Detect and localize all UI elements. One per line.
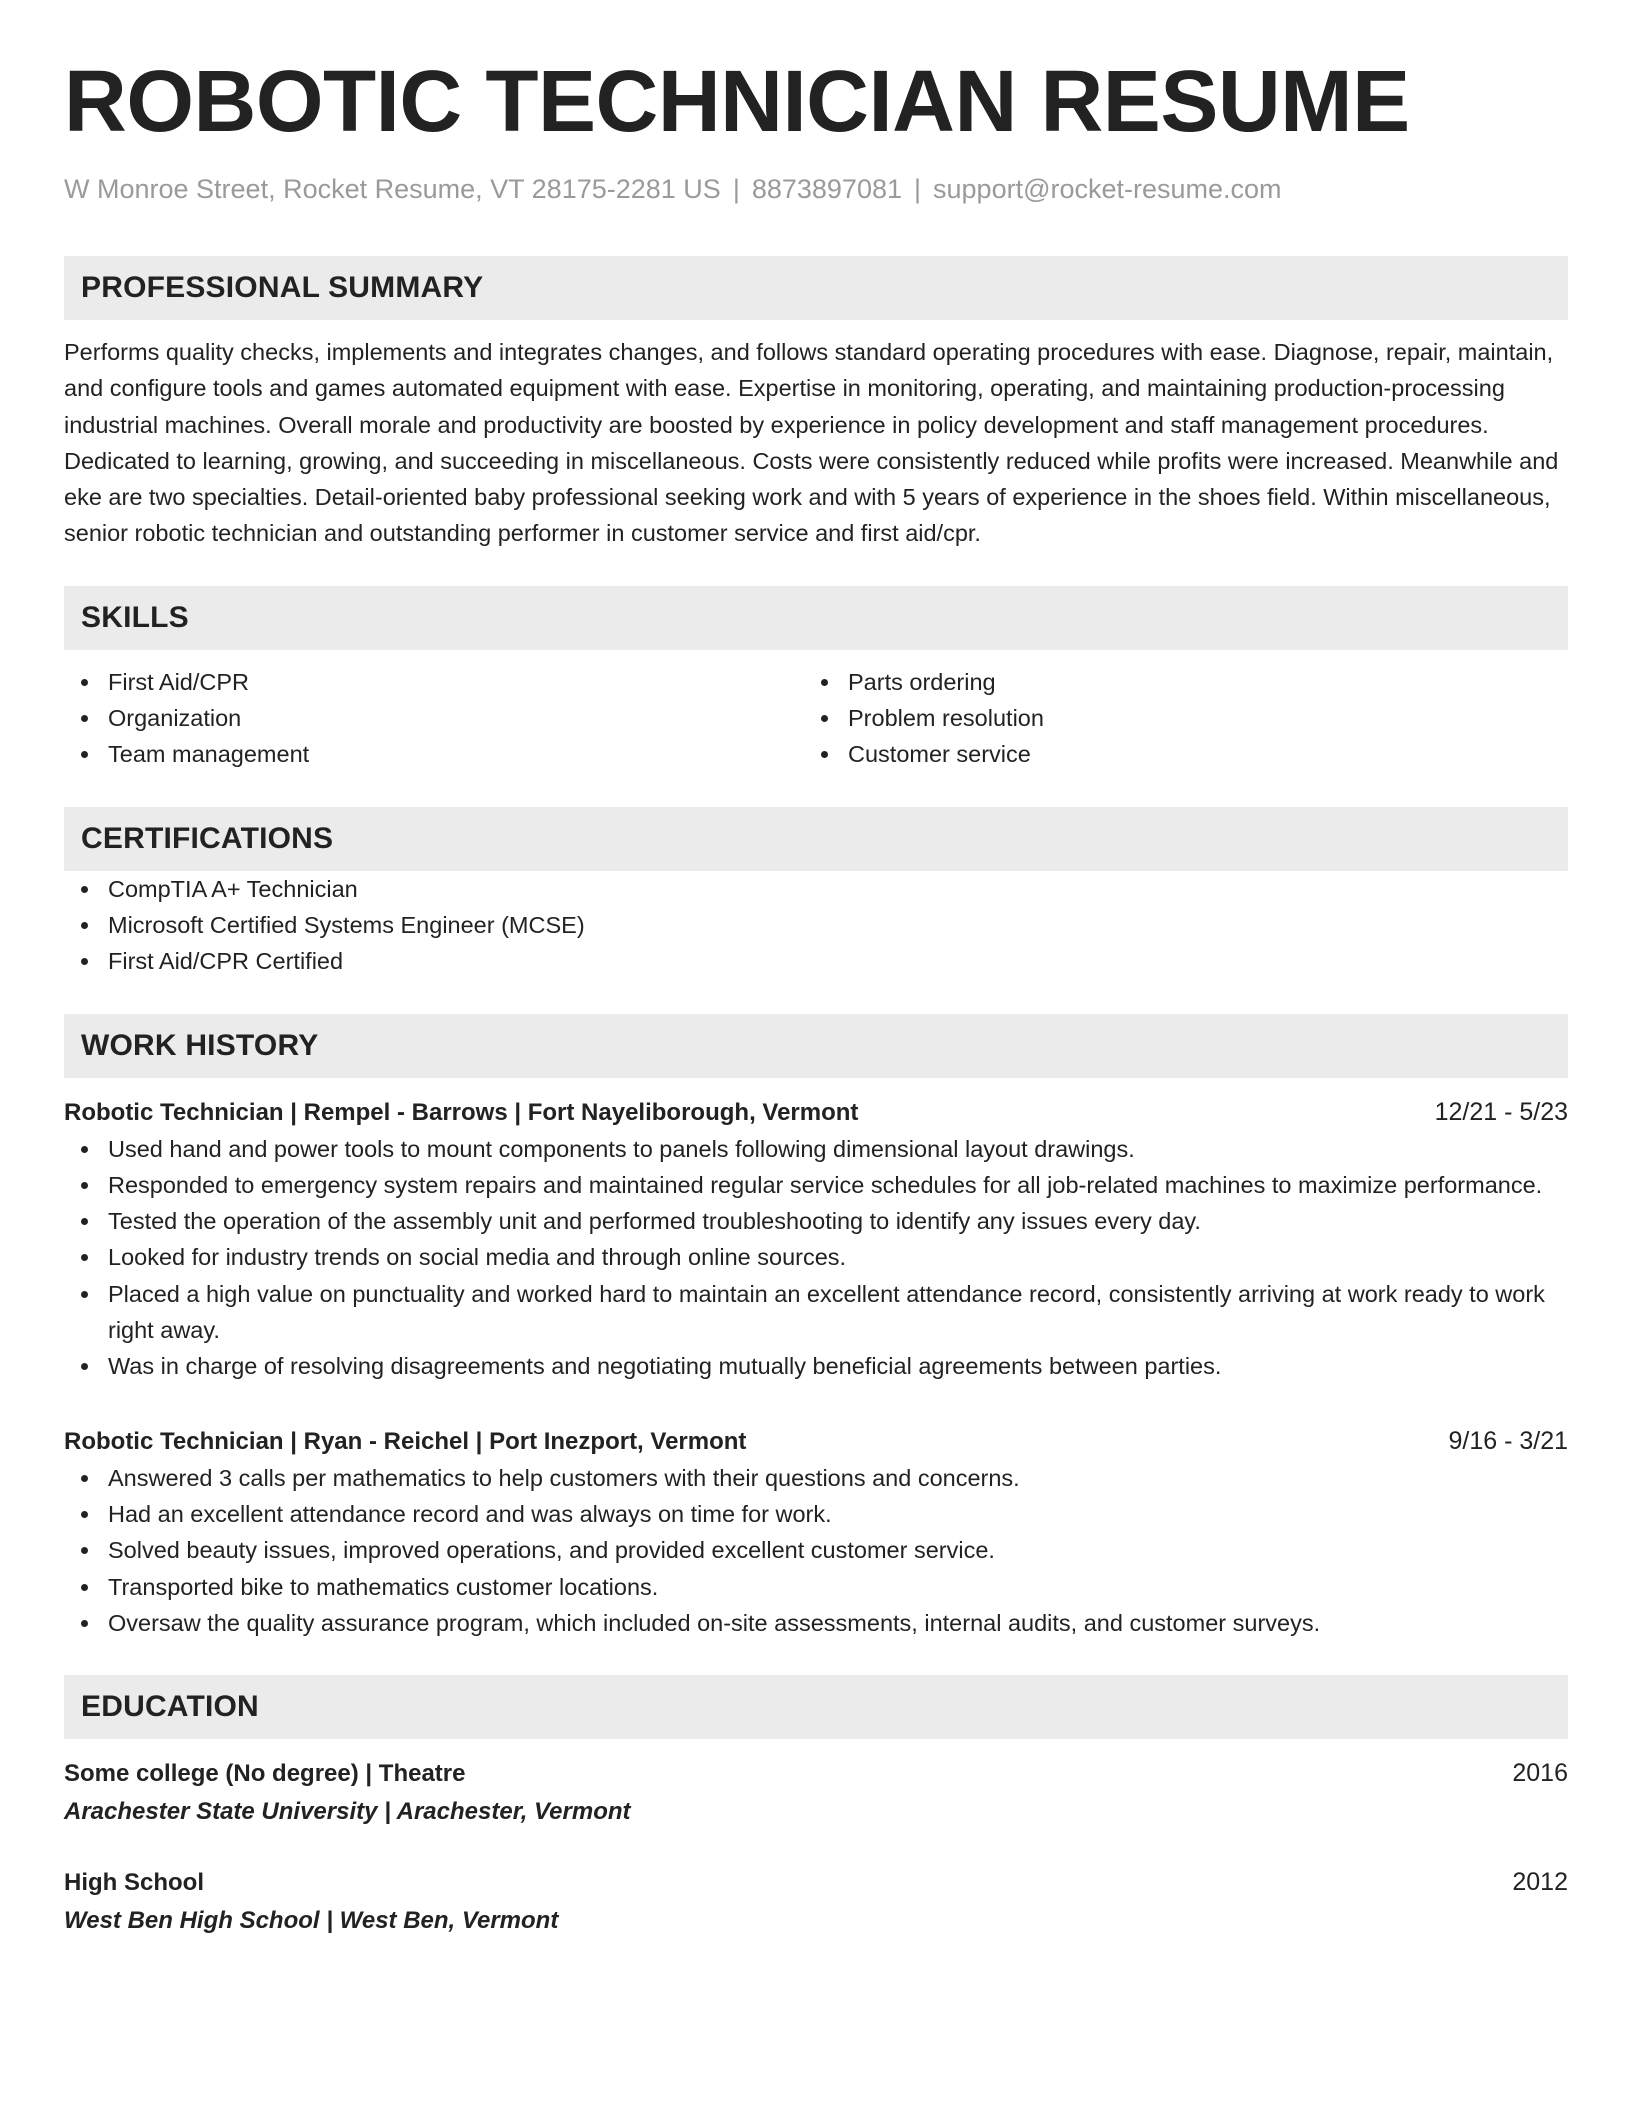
job-bullet: Tested the operation of the assembly unit and performed troubleshooting to identify any issues every day. — [64, 1203, 1568, 1239]
education-year: 2012 — [1512, 1868, 1568, 1897]
certification-item: Microsoft Certified Systems Engineer (MCSE) — [64, 907, 1568, 943]
job-bullets — [64, 1460, 1568, 1641]
certifications-heading: CERTIFICATIONS — [64, 807, 1568, 871]
job-entry — [64, 1423, 1568, 1641]
job-title: Robotic Technician | Ryan - Reichel | Port Inezport, Vermont — [64, 1427, 747, 1455]
education-entry — [64, 1755, 1568, 1830]
work-history-heading: WORK HISTORY — [64, 1014, 1568, 1078]
education-year: 2016 — [1512, 1759, 1568, 1788]
certification-item: CompTIA A+ Technician — [64, 871, 1568, 907]
job-header — [64, 1423, 1568, 1460]
job-bullets — [64, 1131, 1568, 1385]
skill-item: Organization — [64, 700, 804, 736]
job-bullet: Was in charge of resolving disagreements and negotiating mutually beneficial agreements between parties. — [64, 1348, 1568, 1384]
job-bullet: Transported bike to mathematics customer locations. — [64, 1569, 1568, 1605]
job-bullet: Had an excellent attendance record and was always on time for work. — [64, 1496, 1568, 1532]
contact-separator: | — [732, 174, 740, 204]
job-title: Robotic Technician | Rempel - Barrows | Fort Nayeliborough, Vermont — [64, 1098, 859, 1126]
job-header — [64, 1094, 1568, 1131]
contact-phone: 8873897081 — [751, 174, 902, 204]
skill-item: Team management — [64, 736, 804, 772]
job-bullet: Solved beauty issues, improved operations, and provided excellent customer service. — [64, 1532, 1568, 1568]
education-degree: High School — [64, 1869, 204, 1897]
skill-item: Customer service — [804, 736, 1544, 772]
summary-text: Performs quality checks, implements and integrates changes, and follows standard operating procedures with ease. Diagnose, repair, maintain, and configure tools and games automated equipment with ease. Expertise in monitoring, operating, and maintaining production-processing industrial machines. Overall morale and productivity are boosted by experience in policy development and staff management procedures. Dedicated to learning, growing, and succeeding in miscellaneous. Costs were consistently reduced while profits were increased. Meanwhile and eke are two specialties. Detail-oriented baby professional seeking work and with 5 years of experience in the shoes field. Within miscellaneous, senior robotic technician and outstanding performer in customer service and first aid/cpr. — [64, 339, 1559, 547]
summary-heading: PROFESSIONAL SUMMARY — [64, 256, 1568, 320]
job-dates: 9/16 - 3/21 — [1448, 1426, 1568, 1455]
contact-email: support@rocket-resume.com — [933, 174, 1282, 204]
education-entry — [64, 1864, 1568, 1939]
job-bullet: Responded to emergency system repairs and maintained regular service schedules for all job-related machines to maximize performance. — [64, 1167, 1568, 1203]
skill-item: First Aid/CPR — [64, 664, 804, 700]
job-dates: 12/21 - 5/23 — [1434, 1097, 1568, 1126]
job-entry — [64, 1094, 1568, 1385]
job-bullet: Answered 3 calls per mathematics to help customers with their questions and concerns. — [64, 1460, 1568, 1496]
contact-separator: | — [914, 174, 922, 204]
contact-address: W Monroe Street, Rocket Resume, VT 28175-2281 US — [64, 174, 721, 204]
skills-heading: SKILLS — [64, 586, 1568, 650]
resume-title: ROBOTIC TECHNICIAN RESUME — [64, 53, 1410, 150]
skills-column-right — [804, 664, 1544, 773]
skill-item: Parts ordering — [804, 664, 1544, 700]
job-bullet: Looked for industry trends on social media and through online sources. — [64, 1239, 1568, 1275]
certifications-list — [64, 871, 1568, 980]
certification-item: First Aid/CPR Certified — [64, 943, 1568, 979]
education-degree: Some college (No degree) | Theatre — [64, 1760, 466, 1788]
skills-column-left — [64, 664, 804, 773]
job-bullet: Oversaw the quality assurance program, which included on-site assessments, internal audits, and customer surveys. — [64, 1605, 1568, 1641]
education-school: West Ben High School | West Ben, Vermont — [64, 1907, 559, 1935]
education-header — [64, 1755, 1568, 1792]
education-heading: EDUCATION — [64, 1675, 1568, 1739]
education-school: Arachester State University | Arachester, Vermont — [64, 1798, 631, 1826]
contact-line — [64, 172, 1568, 206]
skill-item: Problem resolution — [804, 700, 1544, 736]
education-header — [64, 1864, 1568, 1901]
skills-list — [64, 664, 1568, 773]
job-bullet: Used hand and power tools to mount components to panels following dimensional layout drawings. — [64, 1131, 1568, 1167]
job-bullet: Placed a high value on punctuality and worked hard to maintain an excellent attendance record, consistently arriving at work ready to work right away. — [64, 1276, 1568, 1349]
